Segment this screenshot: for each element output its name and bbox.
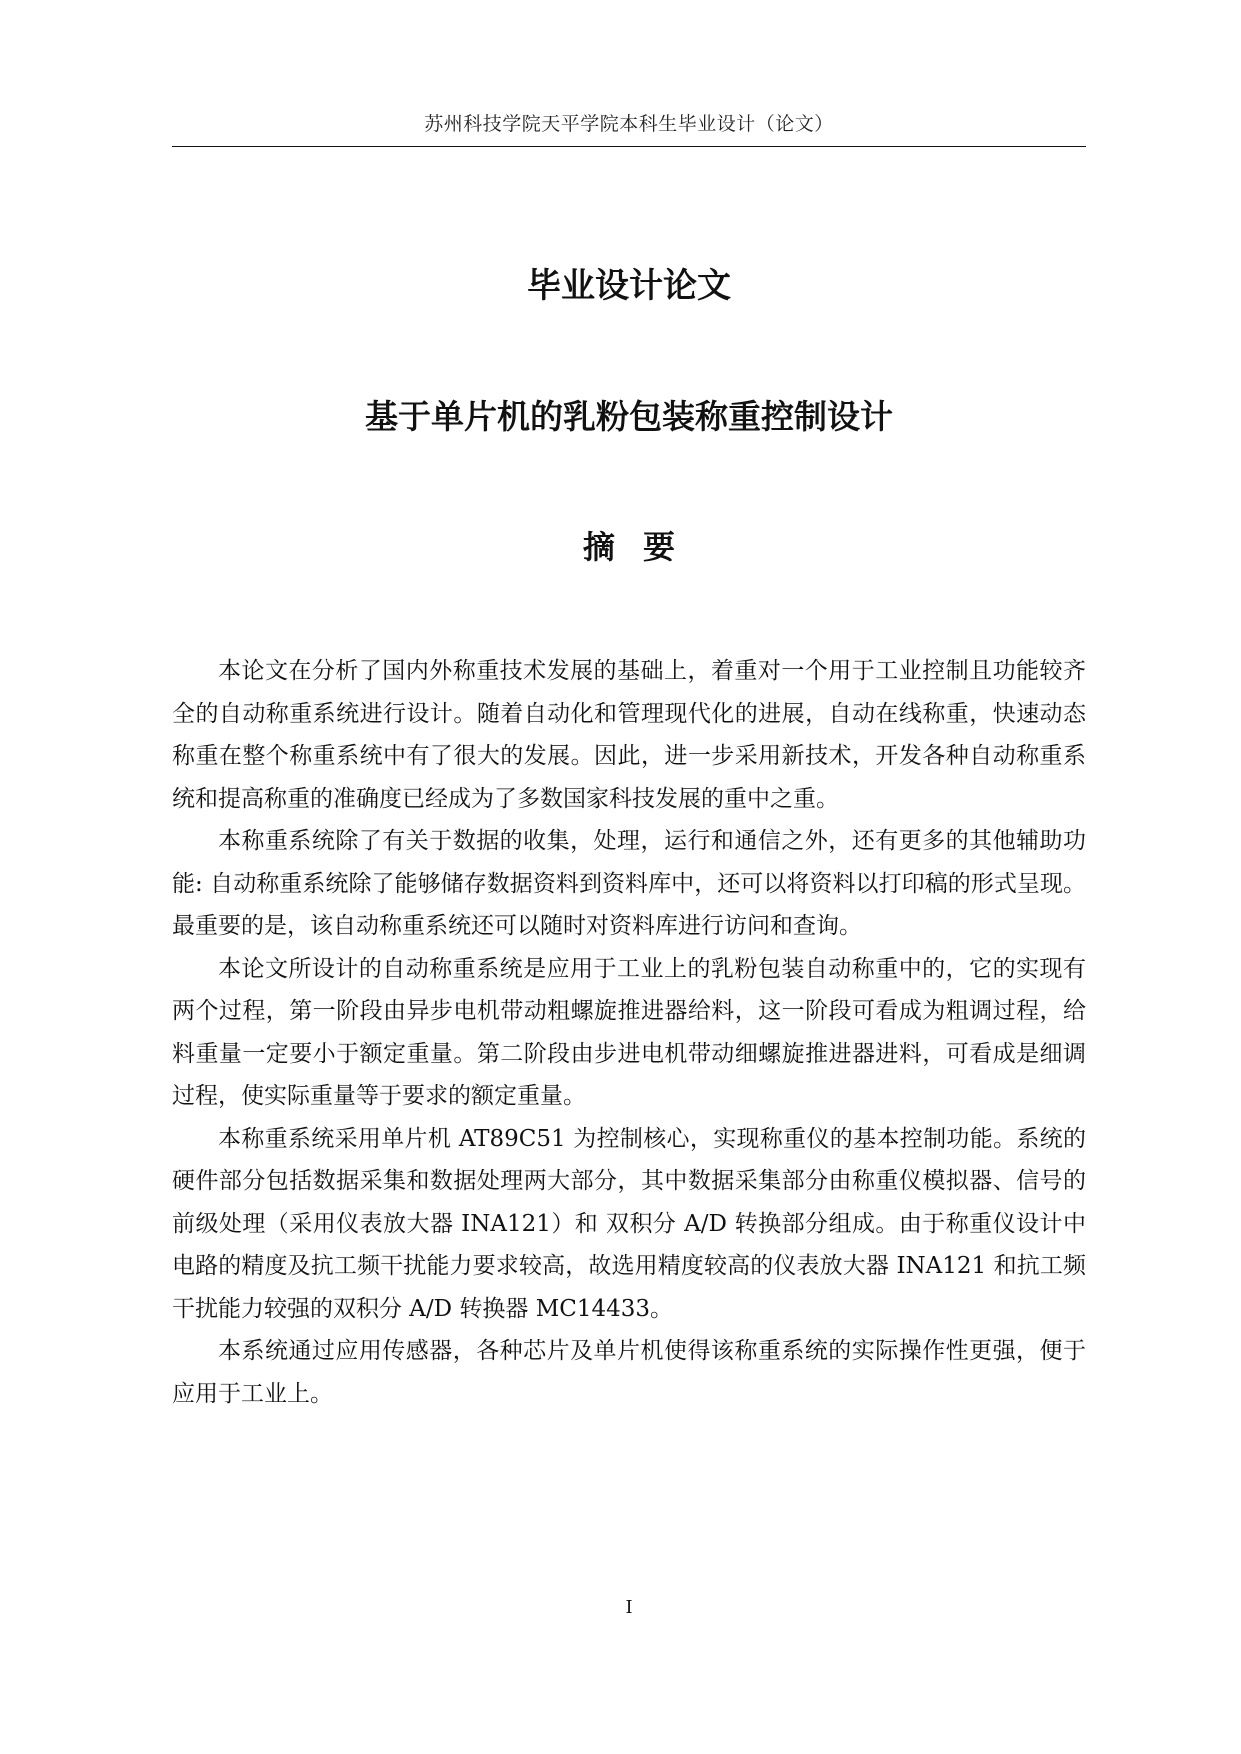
document-type-heading: 毕业设计论文	[527, 266, 731, 306]
abstract-paragraph: 本称重系统采用单片机 AT89C51 为控制核心，实现称重仪的基本控制功能。系统的硬件部分包括数据采集和数据处理两大部分，其中数据采集部分由称重仪模拟器、信号的前级处理（采用仪表放大器 INA121）和 双积分 A/D 转换部分组成。由于称重仪设计中电路的精度及抗工频干扰能力要求较高，故选用精度较高的仪表放大器 INA121 和抗工频干扰能力较强的双积分 A/D 转换器 MC14433。	[172, 1125, 1086, 1322]
abstract-paragraph: 本系统通过应用传感器，各种芯片及单片机使得该称重系统的实际操作性更强，便于应用于工业上。	[172, 1338, 1086, 1407]
page-number: I	[625, 1597, 633, 1618]
abstract-body	[172, 650, 1086, 1415]
running-header: 苏州科技学院天平学院本科生毕业设计（论文）	[424, 113, 834, 135]
abstract-paragraph: 本论文所设计的自动称重系统是应用于工业上的乳粉包装自动称重中的，它的实现有两个过程，第一阶段由异步电机带动粗螺旋推进器给料，这一阶段可看成为粗调过程，给料重量一定要小于额定重量。第二阶段由步进电机带动细螺旋推进器进料，可看成是细调过程，使实际重量等于要求的额定重量。	[172, 955, 1086, 1109]
thesis-title: 基于单片机的乳粉包装称重控制设计	[365, 397, 893, 436]
abstract-paragraph: 本论文在分析了国内外称重技术发展的基础上，着重对一个用于工业控制且功能较齐全的自动称重系统进行设计。随着自动化和管理现代化的进展，自动在线称重，快速动态称重在整个称重系统中有了很大的发展。因此，进一步采用新技术，开发各种自动称重系统和提高称重的准确度已经成为了多数国家科技发展的重中之重。	[172, 658, 1086, 812]
abstract-paragraph: 本称重系统除了有关于数据的收集，处理，运行和通信之外，还有更多的其他辅助功能: 自动称重系统除了能够储存数据资料到资料库中，还可以将资料以打印稿的形式呈现。最重要的是，该自动称重系统还可以随时对资料库进行访问和查询。	[172, 828, 1086, 939]
abstract-heading: 摘要	[582, 528, 703, 566]
header-rule	[172, 146, 1086, 147]
